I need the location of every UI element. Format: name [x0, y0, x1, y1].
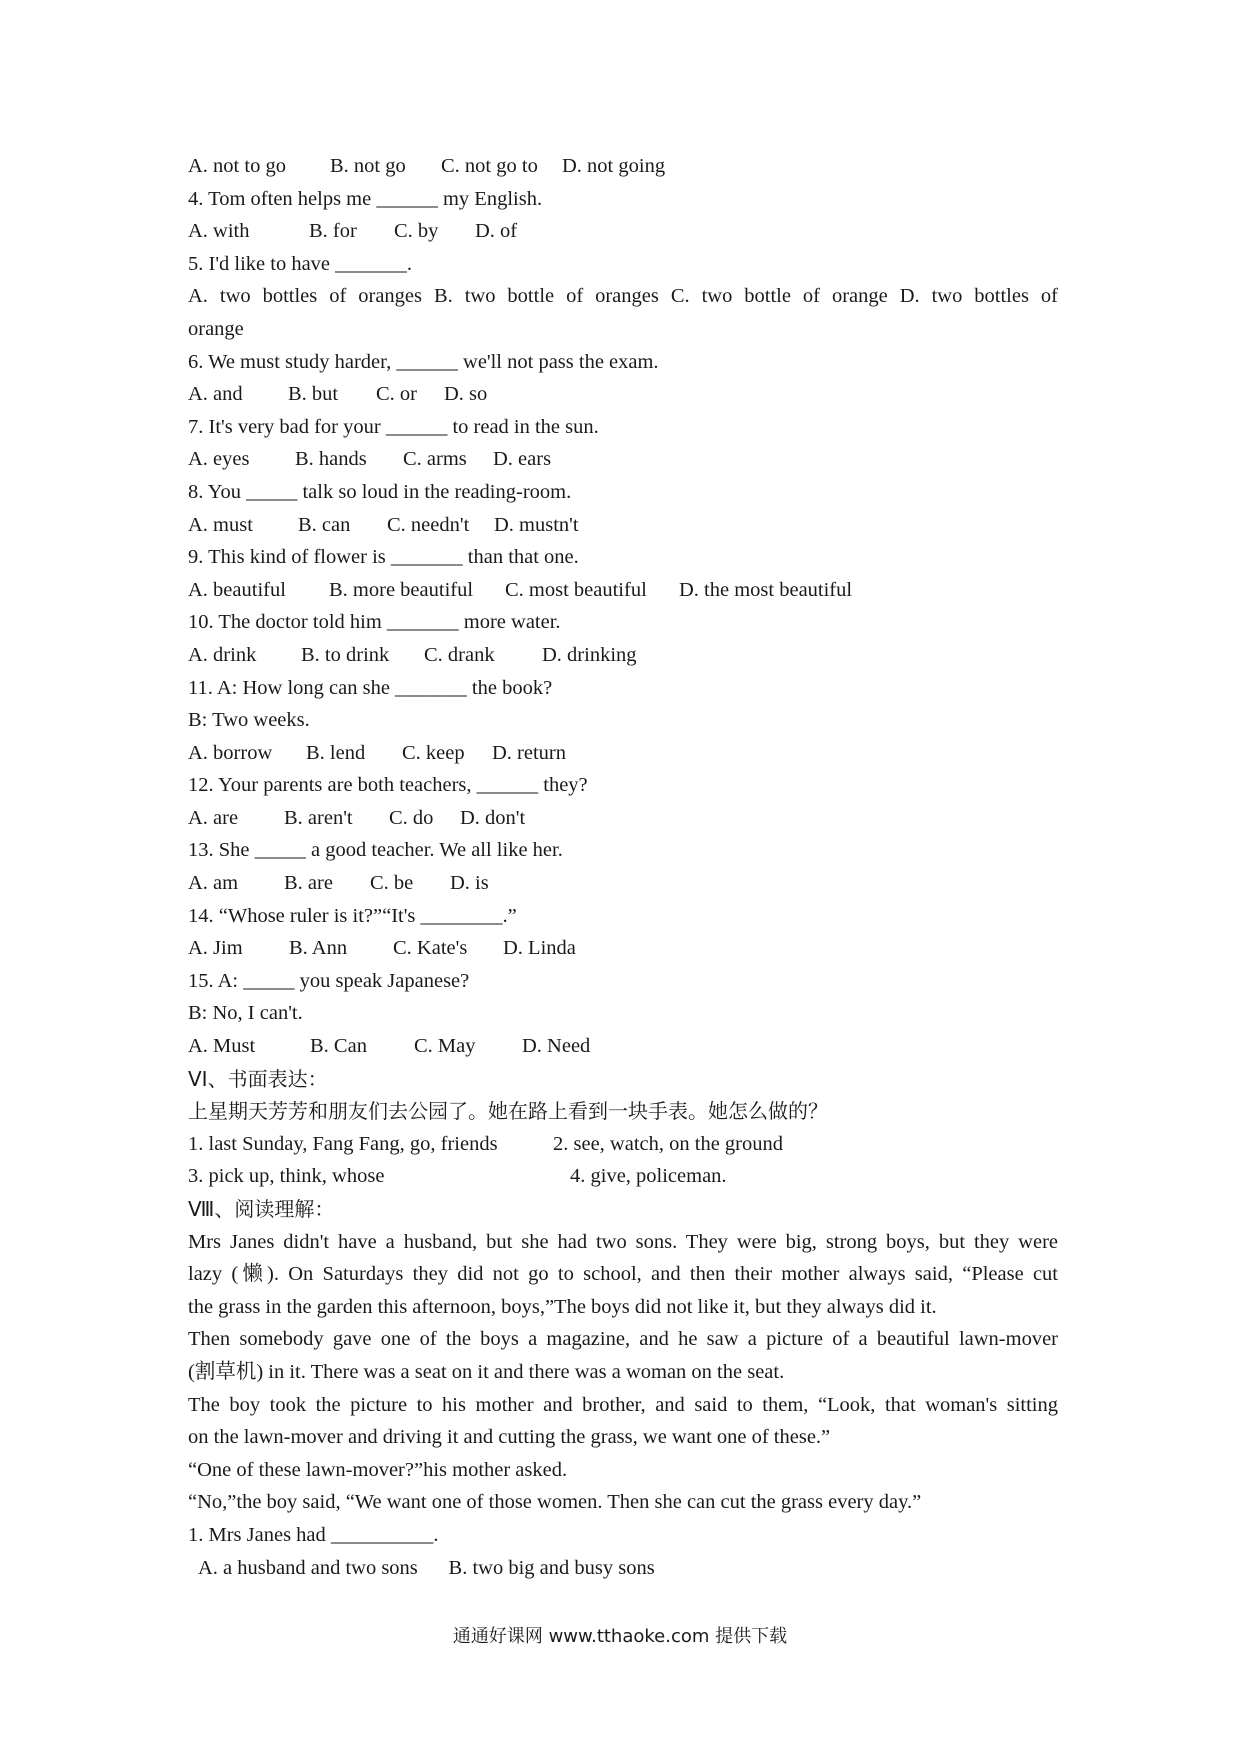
hint: 4. give, policeman.	[570, 1165, 727, 1188]
option: C. or	[376, 383, 417, 406]
option: C. most beautiful	[505, 578, 647, 601]
hint: 1. last Sunday, Fang Fang, go, friends	[188, 1132, 498, 1155]
q5-options-cont: orange	[188, 317, 244, 340]
option: A. borrow	[188, 741, 273, 764]
option: B. lend	[306, 741, 366, 764]
q10-options	[188, 639, 1058, 672]
option: D. mustn't	[494, 513, 579, 536]
passage-line: The boy took the picture to his mother and brother, and said to them, “Look, that woman's sitting	[188, 1393, 1058, 1416]
option: B. hands	[295, 448, 367, 471]
question-11: 11. A: How long can she _______ the book?	[188, 676, 553, 699]
question-4: 4. Tom often helps me ______ my English.	[188, 187, 543, 210]
option: C. by	[394, 220, 439, 243]
passage-line: (割草机) in it. There was a seat on it and there was a woman on the seat.	[188, 1360, 785, 1383]
option: A. and	[188, 383, 243, 406]
option: D. don't	[460, 806, 526, 829]
option: A. must	[188, 513, 253, 536]
passage-line: Then somebody gave one of the boys a magazine, and he saw a picture of a beautiful lawn-mover	[188, 1328, 1058, 1351]
question-15-answer: B: No, I can't.	[188, 1002, 303, 1025]
option: D. not going	[562, 155, 666, 177]
reading-heading: Ⅷ、阅读理解：	[188, 1197, 335, 1221]
question-7: 7. It's very bad for your ______ to read in the sun.	[188, 415, 599, 438]
writing-heading: VI、书面表达：	[188, 1066, 328, 1091]
option: A. eyes	[188, 448, 250, 471]
option: B. for	[309, 220, 357, 243]
option: C. arms	[403, 448, 467, 471]
option: C. do	[389, 806, 434, 829]
passage-line: Mrs Janes didn't have a husband, but she had two sons. They were big, strong boys, but they were	[188, 1230, 1058, 1253]
reading-question-1-options: A. a husband and two sons B. two big and busy sons	[198, 1556, 655, 1579]
option: B. are	[284, 872, 333, 895]
q7-options	[188, 443, 1058, 476]
q4-options	[188, 215, 1058, 248]
option: C. be	[370, 872, 414, 895]
option: C. drank	[424, 643, 495, 666]
option: B. to drink	[301, 643, 390, 666]
option: A. not to go	[188, 155, 286, 177]
option: C. keep	[402, 741, 465, 764]
passage-line: on the lawn-mover and driving it and cutting the grass, we want one of these.”	[188, 1426, 831, 1449]
q3-options	[188, 150, 1058, 183]
option: C. Kate's	[393, 937, 468, 960]
hint: 2. see, watch, on the ground	[553, 1132, 783, 1155]
question-11-answer: B: Two weeks.	[188, 709, 310, 732]
option: D. the most beautiful	[679, 578, 853, 601]
question-6: 6. We must study harder, ______ we'll not pass the exam.	[188, 350, 659, 373]
q9-options	[188, 574, 1058, 607]
q14-options	[188, 932, 1058, 965]
option: B. Ann	[289, 937, 348, 960]
option: B. can	[298, 513, 351, 536]
exam-content	[188, 150, 1058, 1584]
passage-line: lazy (懒). On Saturdays they did not go to school, and then their mother always said, “Please cut	[188, 1263, 1058, 1286]
question-9: 9. This kind of flower is _______ than that one.	[188, 546, 579, 569]
question-12: 12. Your parents are both teachers, ______ they?	[188, 774, 588, 797]
option: B. more beautiful	[329, 578, 474, 601]
q11-options	[188, 737, 1058, 770]
option: A. drink	[188, 643, 257, 666]
question-13: 13. She _____ a good teacher. We all like her.	[188, 839, 563, 862]
option: D. so	[444, 383, 488, 406]
q5-options	[188, 280, 1058, 313]
option: B. not go	[330, 155, 406, 177]
option: A. with	[188, 220, 250, 243]
option: B. Can	[310, 1035, 367, 1058]
question-8: 8. You _____ talk so loud in the reading-room.	[188, 480, 572, 503]
option: C. May	[414, 1035, 476, 1058]
q8-options	[188, 509, 1058, 542]
option: A. Jim	[188, 937, 243, 960]
q15-options	[188, 1030, 1058, 1063]
q12-options	[188, 802, 1058, 835]
page-footer: 通通好课网 www.tthaoke.com 提供下载	[452, 1626, 788, 1647]
option: D. of	[475, 220, 518, 243]
option: A. two bottles of oranges B. two bottle of oranges C. two bottle of orange D. two bottles of	[188, 285, 1058, 308]
option: C. not go to	[441, 155, 538, 177]
option: D. is	[450, 872, 489, 895]
option: B. aren't	[284, 806, 353, 829]
writing-hints-row-2	[188, 1160, 1058, 1193]
option: A. are	[188, 806, 239, 829]
q6-options	[188, 378, 1058, 411]
option: C. needn't	[387, 513, 470, 536]
option: D. Linda	[503, 937, 576, 960]
option: D. drinking	[542, 643, 637, 666]
writing-hints-row-1	[188, 1128, 1058, 1161]
passage-line: the grass in the garden this afternoon, boys,”The boys did not like it, but they always did it.	[188, 1295, 937, 1318]
question-14: 14. “Whose ruler is it?”“It's ________.”	[188, 904, 517, 927]
question-5: 5. I'd like to have _______.	[188, 252, 413, 275]
passage-line: “No,”the boy said, “We want one of those women. Then she can cut the grass every day.”	[188, 1491, 922, 1514]
reading-passage	[188, 1226, 1058, 1519]
option: D. return	[492, 741, 567, 764]
option: A. Must	[188, 1035, 256, 1058]
option: D. Need	[522, 1035, 591, 1058]
hint: 3. pick up, think, whose	[188, 1165, 385, 1188]
option: A. am	[188, 872, 239, 895]
option: B. but	[288, 383, 339, 406]
passage-line: “One of these lawn-mover?”his mother asked.	[188, 1458, 568, 1481]
option: A. beautiful	[188, 578, 286, 601]
question-10: 10. The doctor told him _______ more water.	[188, 611, 561, 634]
reading-question-1: 1. Mrs Janes had __________.	[188, 1523, 439, 1546]
q13-options	[188, 867, 1058, 900]
writing-prompt: 上星期天芳芳和朋友们去公园了。她在路上看到一块手表。她怎么做的？	[188, 1099, 828, 1124]
question-15: 15. A: _____ you speak Japanese?	[188, 969, 470, 992]
option: D. ears	[493, 448, 552, 471]
